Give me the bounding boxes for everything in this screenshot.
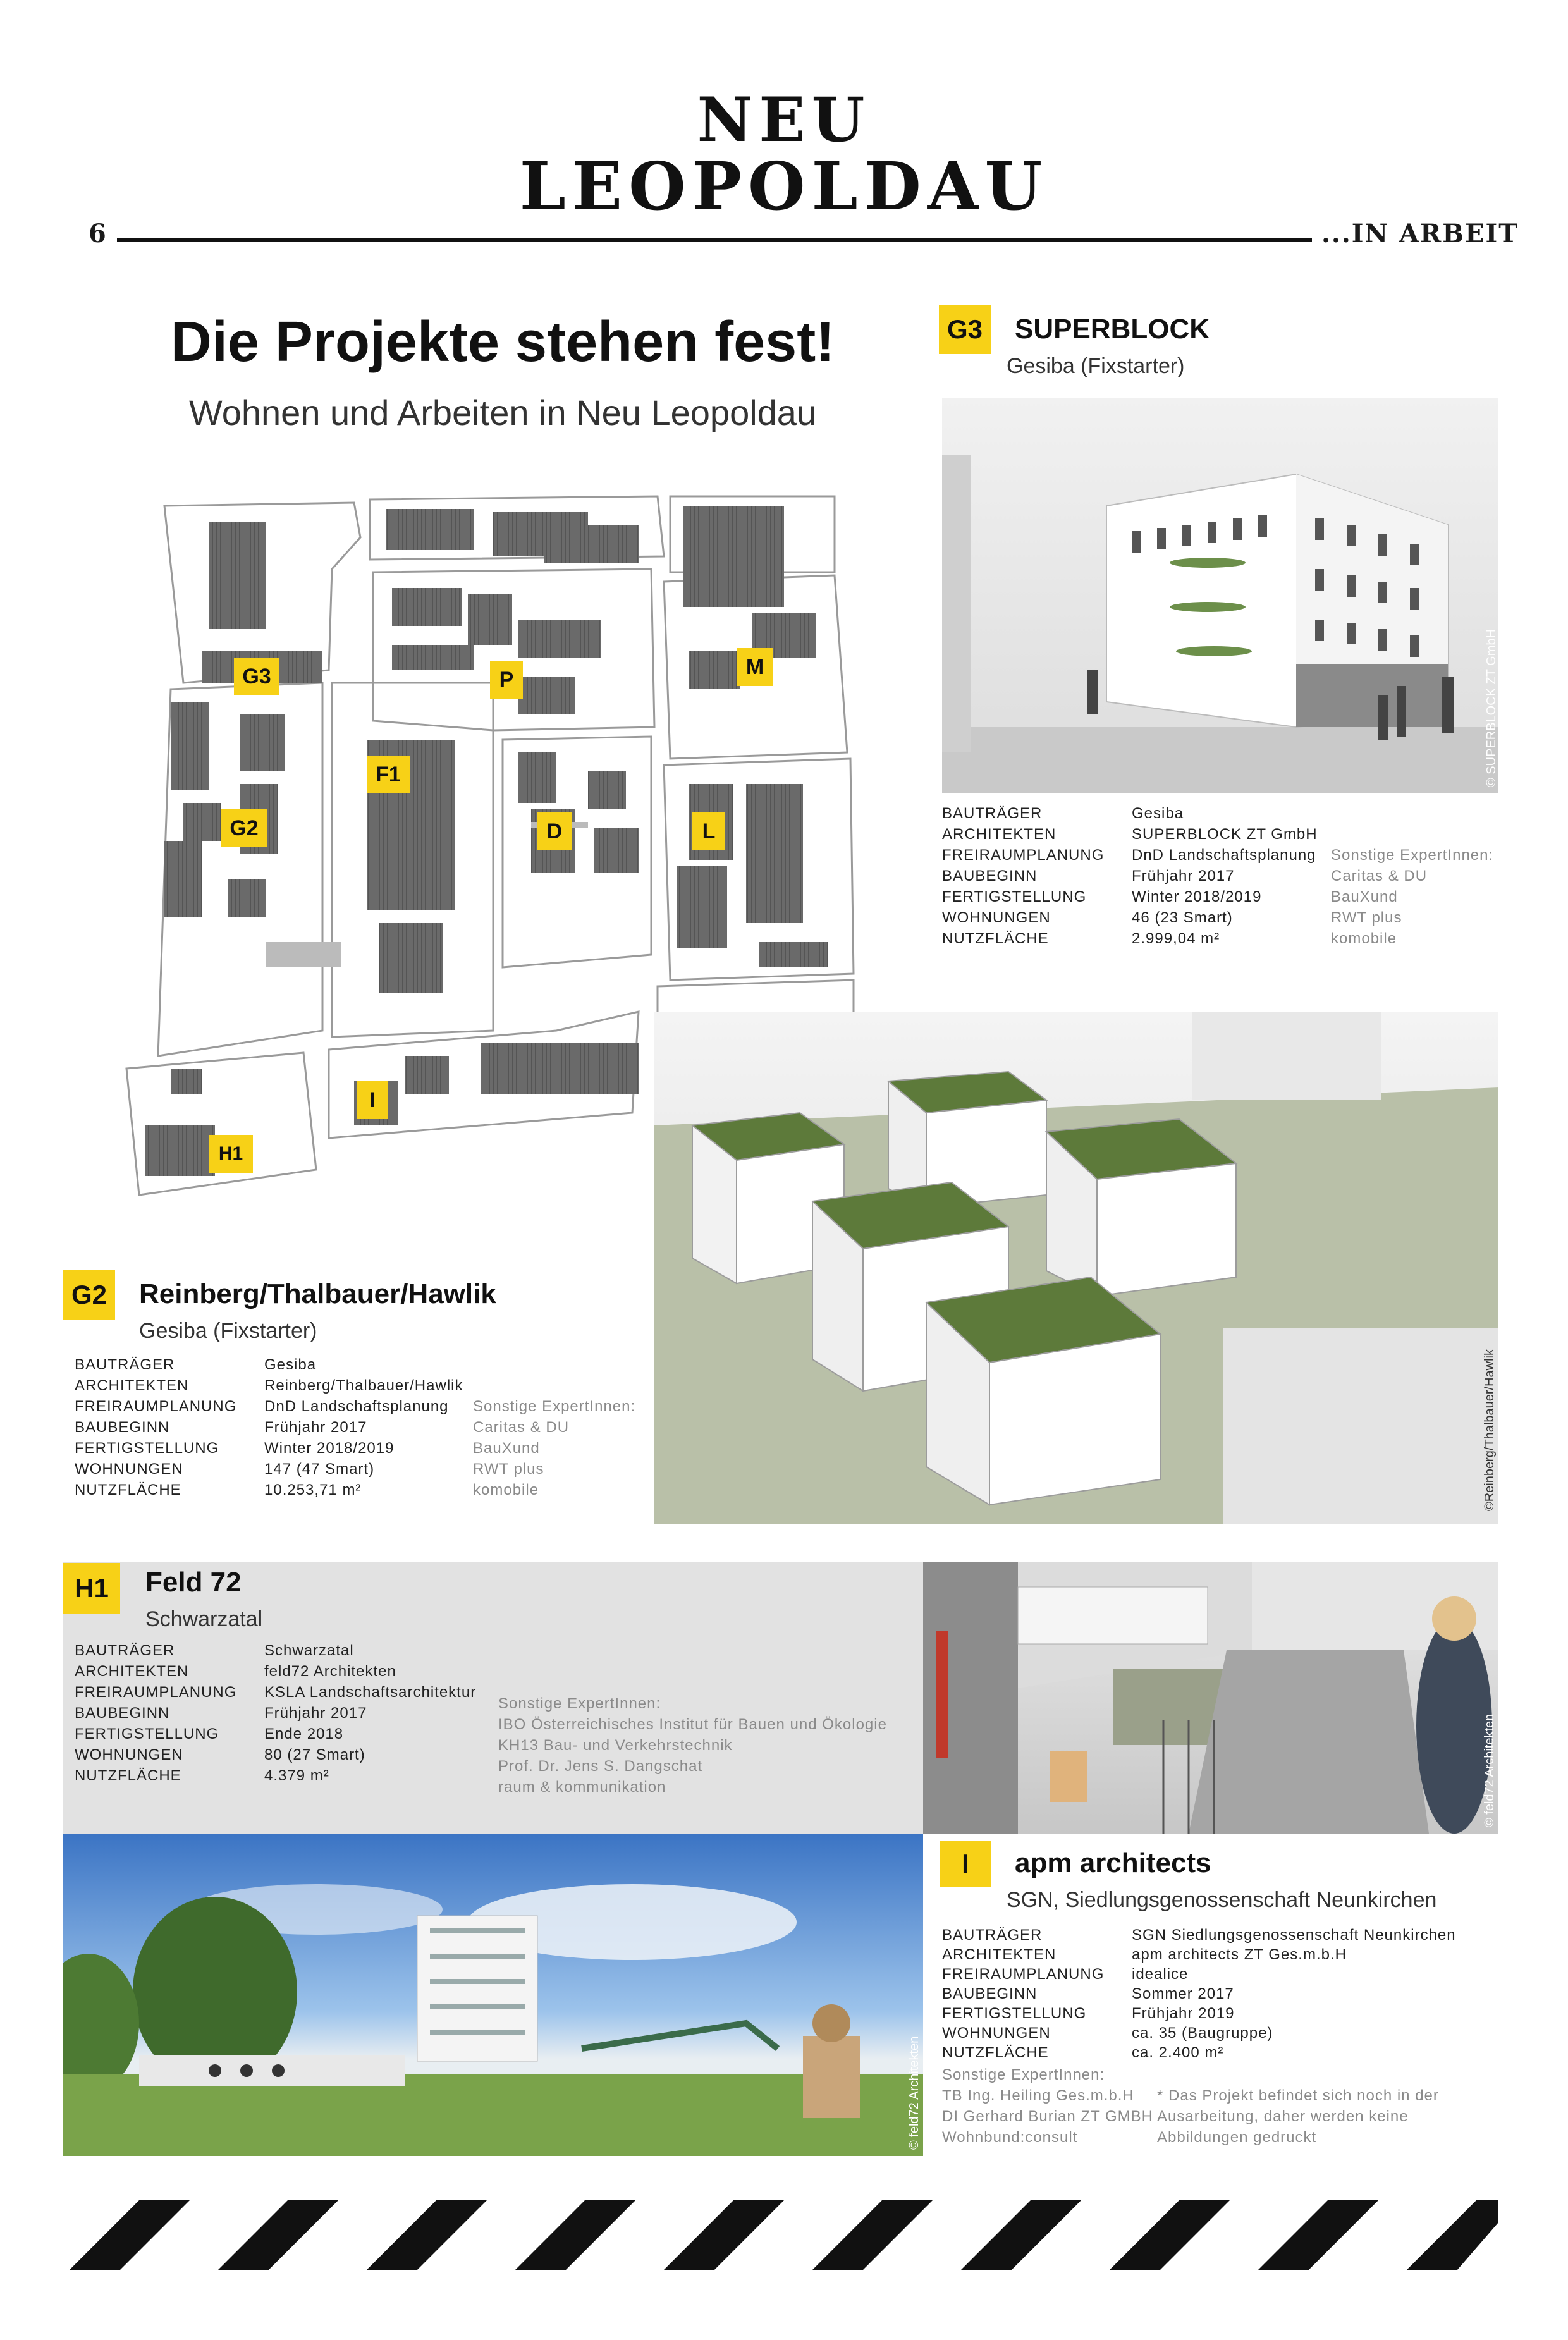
g3-experts [1331,845,1495,949]
h1-label-baubeginn: BAUBEGINN [75,1705,170,1722]
g3-info-labels [942,803,1132,949]
i-badge: I [940,1841,991,1887]
g3-expert: Caritas & DU [1331,867,1428,885]
g2-expert: RWT plus [473,1461,544,1478]
page-headline: Die Projekte stehen fest! [170,310,835,374]
g3-expert: BauXund [1331,888,1398,905]
g2-experts [473,1396,637,1500]
masthead-line-2: LEOPOLDAU [519,147,1049,225]
g2-info-labels [75,1354,264,1500]
header-rule [117,238,1312,242]
g2-title: Reinberg/Thalbauer/Hawlik [139,1278,496,1309]
g3-rendering-image [942,398,1498,793]
g2-label-architekten: ARCHITEKTEN [75,1377,189,1394]
i-label-bautraeger: BAUTRÄGER [942,1927,1043,1944]
page-subheadline: Wohnen und Arbeiten in Neu Leopoldau [188,393,817,432]
i-value-bautraeger: SGN Siedlungsgenossenschaft Neunkirchen [1132,1927,1456,1944]
map-label-d: D [537,812,572,850]
g2-badge: G2 [63,1270,115,1320]
g2-label-wohnungen: WOHNUNGEN [75,1461,183,1478]
h1-interior-credit: © feld72 Architekten [1483,1713,1497,1827]
g3-expert: komobile [1331,930,1397,947]
g2-label-fertigstellung: FERTIGSTELLUNG [75,1440,219,1457]
i-info-labels [942,1925,1132,2062]
h1-label-bautraeger: BAUTRÄGER [75,1642,175,1659]
g2-experts-title: Sonstige ExpertInnen: [473,1398,636,1415]
g3-value-baubeginn: Frühjahr 2017 [1132,867,1235,885]
i-label-fertigstellung: FERTIGSTELLUNG [942,2005,1087,2022]
g2-label-baubeginn: BAUBEGINN [75,1419,170,1436]
g2-value-bautraeger: Gesiba [264,1356,317,1373]
h1-landscape-image [63,1834,923,2156]
g3-title: SUPERBLOCK [1015,314,1210,345]
h1-subtitle: Schwarzatal [145,1607,263,1631]
i-info-values [1132,1925,1498,2062]
h1-label-wohnungen: WOHNUNGEN [75,1746,183,1763]
i-label-wohnungen: WOHNUNGEN [942,2025,1051,2042]
i-expert: Wohnbund:consult [942,2129,1078,2146]
i-value-wohnungen: ca. 35 (Baugruppe) [1132,2025,1273,2042]
h1-expert: raum & kommunikation [498,1779,666,1796]
i-value-baubeginn: Sommer 2017 [1132,1985,1234,2002]
g2-label-nutzflaeche: NUTZFLÄCHE [75,1481,181,1498]
hazard-stripe-bar [70,2200,1498,2270]
i-note [1157,2085,1498,2148]
h1-expert: KH13 Bau- und Verkehrstechnik [498,1737,733,1754]
page-number: 6 [89,219,106,248]
g2-label-bautraeger: BAUTRÄGER [75,1356,175,1373]
g3-value-freiraumplanung: DnD Landschaftsplanung [1132,847,1316,864]
h1-badge: H1 [63,1563,120,1614]
h1-info-values [264,1640,479,1786]
h1-interior-drawing [923,1562,1498,1834]
i-label-baubeginn: BAUBEGINN [942,1985,1038,2002]
g3-subtitle: Gesiba (Fixstarter) [1007,354,1185,378]
i-note-line: * Das Projekt befindet sich noch in der [1157,2087,1439,2104]
g3-label-bautraeger: BAUTRÄGER [942,805,1043,822]
g2-expert: komobile [473,1481,539,1498]
g3-value-wohnungen: 46 (23 Smart) [1132,909,1233,926]
g3-info-values [1132,803,1321,949]
g2-value-fertigstellung: Winter 2018/2019 [264,1440,395,1457]
map-label-l: L [692,812,725,850]
i-value-architekten: apm architects ZT Ges.m.b.H [1132,1946,1347,1963]
i-title: apm architects [1015,1847,1211,1878]
map-label-m: M [737,648,773,686]
g3-experts-title: Sonstige ExpertInnen: [1331,847,1494,864]
g3-label-freiraumplanung: FREIRAUMPLANUNG [942,847,1105,864]
i-label-nutzflaeche: NUTZFLÄCHE [942,2044,1049,2061]
h1-landscape-credit: © feld72 Architekten [907,2036,921,2150]
h1-value-baubeginn: Frühjahr 2017 [264,1705,367,1722]
h1-label-freiraumplanung: FREIRAUMPLANUNG [75,1684,237,1701]
map-label-g3: G3 [234,658,279,695]
g3-value-architekten: SUPERBLOCK ZT GmbH [1132,826,1318,843]
i-value-nutzflaeche: ca. 2.400 m² [1132,2044,1224,2061]
g3-label-architekten: ARCHITEKTEN [942,826,1057,843]
g2-expert: Caritas & DU [473,1419,570,1436]
g3-value-nutzflaeche: 2.999,04 m² [1132,930,1220,947]
h1-info-labels [75,1640,264,1786]
map-label-p: P [490,661,523,699]
h1-value-wohnungen: 80 (27 Smart) [264,1746,365,1763]
g2-value-wohnungen: 147 (47 Smart) [264,1461,375,1478]
h1-value-freiraumplanung: KSLA Landschaftsarchitektur [264,1684,477,1701]
map-label-h1: H1 [209,1135,253,1173]
h1-label-nutzflaeche: NUTZFLÄCHE [75,1767,181,1784]
section-label: ...IN ARBEIT [1321,219,1519,248]
masthead-line-1: NEU [697,84,871,156]
map-label-i: I [357,1081,388,1119]
g3-expert: RWT plus [1331,909,1402,926]
g2-subtitle: Gesiba (Fixstarter) [139,1319,317,1343]
i-label-freiraumplanung: FREIRAUMPLANUNG [942,1966,1105,1983]
i-label-architekten: ARCHITEKTEN [942,1946,1057,1963]
g3-label-fertigstellung: FERTIGSTELLUNG [942,888,1087,905]
i-experts [942,2064,1170,2148]
h1-value-bautraeger: Schwarzatal [264,1642,354,1659]
i-note-line: Ausarbeitung, daher werden keine [1157,2108,1409,2125]
i-value-fertigstellung: Frühjahr 2019 [1132,2005,1235,2022]
g3-label-nutzflaeche: NUTZFLÄCHE [942,930,1049,947]
h1-interior-image [923,1562,1498,1834]
i-expert: TB Ing. Heiling Ges.m.b.H [942,2087,1134,2104]
h1-expert: IBO Österreichisches Institut für Bauen und Ökologie [498,1716,887,1733]
h1-expert: Prof. Dr. Jens S. Dangschat [498,1758,703,1775]
g3-image-credit: © SUPERBLOCK ZT GmbH [1485,629,1498,787]
map-label-g2: G2 [221,809,267,847]
stripe-pattern [70,2200,1498,2270]
h1-landscape-drawing [63,1834,923,2156]
i-experts-title: Sonstige ExpertInnen: [942,2066,1105,2083]
g2-info-values [264,1354,473,1500]
g2-buildings-drawing [654,1012,1498,1524]
g2-value-baubeginn: Frühjahr 2017 [264,1419,367,1436]
h1-experts [498,1693,916,1798]
g3-value-fertigstellung: Winter 2018/2019 [1132,888,1262,905]
h1-value-nutzflaeche: 4.379 m² [264,1767,329,1784]
h1-label-fertigstellung: FERTIGSTELLUNG [75,1725,219,1743]
g3-label-wohnungen: WOHNUNGEN [942,909,1051,926]
g3-label-baubeginn: BAUBEGINN [942,867,1038,885]
g3-badge: G3 [939,305,991,354]
h1-label-architekten: ARCHITEKTEN [75,1663,189,1680]
g2-value-nutzflaeche: 10.253,71 m² [264,1481,362,1498]
g2-value-architekten: Reinberg/Thalbauer/Hawlik [264,1377,463,1394]
i-value-freiraumplanung: idealice [1132,1966,1189,1983]
h1-value-architekten: feld72 Architekten [264,1663,396,1680]
g2-value-freiraumplanung: DnD Landschaftsplanung [264,1398,449,1415]
g2-expert: BauXund [473,1440,540,1457]
h1-title: Feld 72 [145,1567,242,1598]
h1-experts-title: Sonstige ExpertInnen: [498,1695,661,1712]
g2-label-freiraumplanung: FREIRAUMPLANUNG [75,1398,237,1415]
g2-rendering-image [654,1012,1498,1524]
i-note-line: Abbildungen gedruckt [1157,2129,1317,2146]
map-label-f1: F1 [367,756,410,793]
g3-building-drawing [942,398,1498,793]
h1-value-fertigstellung: Ende 2018 [264,1725,344,1743]
g2-image-credit: ©Reinberg/Thalbauer/Hawlik [1483,1349,1497,1511]
g3-value-bautraeger: Gesiba [1132,805,1184,822]
i-subtitle: SGN, Siedlungsgenossenschaft Neunkirchen [1007,1888,1437,1912]
i-expert: DI Gerhard Burian ZT GMBH [942,2108,1153,2125]
